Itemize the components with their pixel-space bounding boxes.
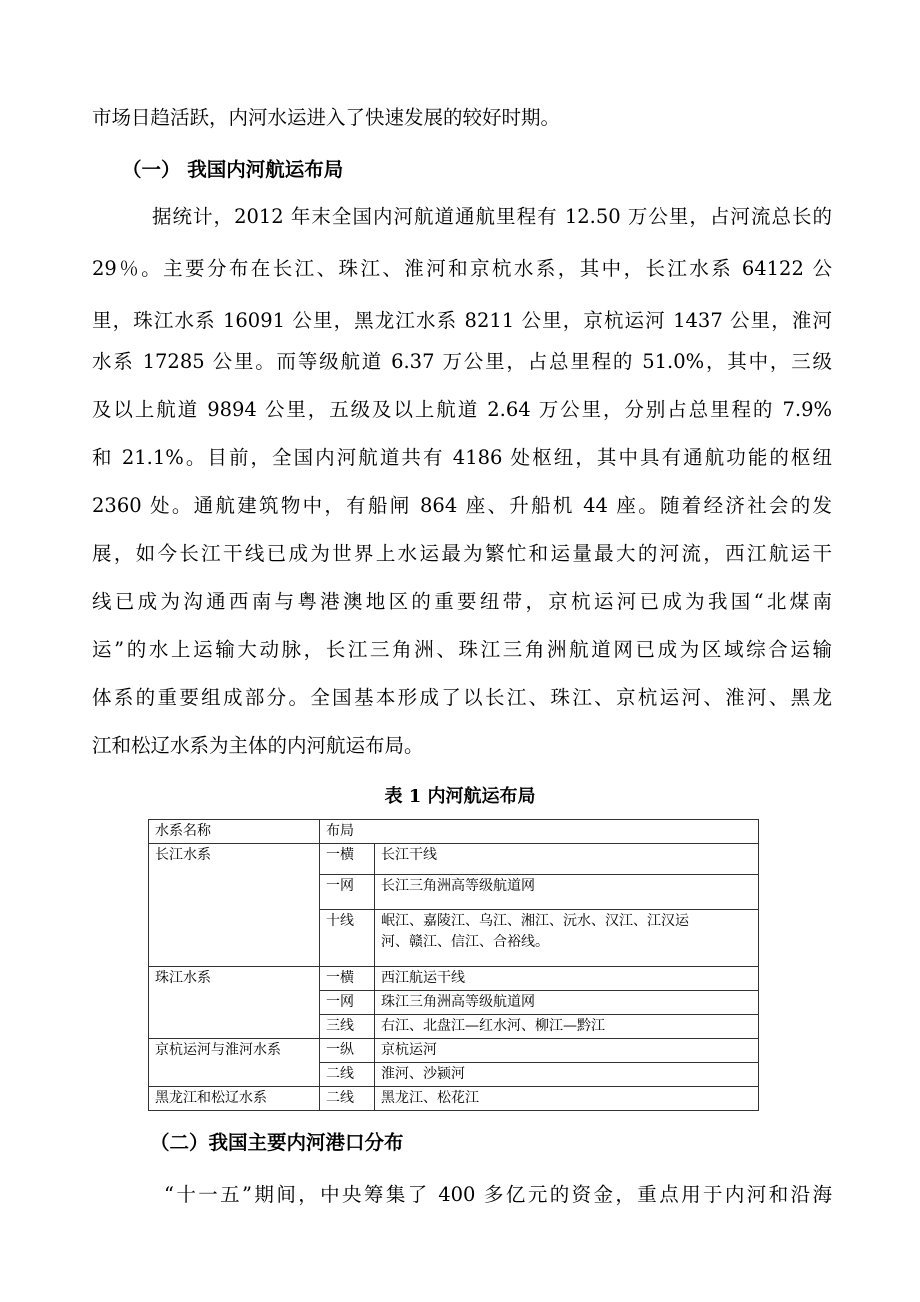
paragraph-line: 据统计，2012 年末全国内河航道通航里程有 12.50 万公里，占河流总长的: [152, 205, 832, 228]
layout-type-cell: 一纵: [320, 1039, 375, 1063]
layout-detail-cell: [375, 910, 759, 967]
system-name-cell: 长江水系: [149, 844, 320, 875]
layout-detail-cell: 长江三角洲高等级航道网: [375, 875, 759, 910]
table-header-cell: 布局: [320, 820, 759, 844]
table-row: [149, 910, 759, 967]
system-name-cell-empty: [149, 1063, 320, 1087]
detail-line: 岷江、嘉陵江、乌江、湘江、沅水、汉江、江汉运: [381, 913, 689, 929]
layout-type-cell: 一横: [320, 844, 375, 875]
layout-detail-cell: 右江、北盘江—红水河、柳江—黔江: [375, 1015, 759, 1039]
paragraph-line: 2360 处。通航建筑物中，有船闸 864 座、升船机 44 座。随着经济社会的发: [92, 494, 832, 517]
paragraph-line: 线已成为沟通西南与粤港澳地区的重要纽带，京杭运河已成为我国“北煤南: [92, 590, 832, 613]
paragraph-line: “十一五”期间，中央筹集了 400 多亿元的资金，重点用于内河和沿海: [164, 1183, 832, 1206]
layout-detail-cell: 长江干线: [375, 844, 759, 875]
system-name-cell-empty: [149, 875, 320, 910]
layout-detail-cell: 珠江三角洲高等级航道网: [375, 991, 759, 1015]
paragraph-line: 和 21.1%。目前，全国内河航道共有 4186 处枢纽，其中具有通航功能的枢纽: [92, 446, 832, 469]
table-caption: 表 1 内河航运布局: [384, 786, 536, 807]
paragraph-line: 展，如今长江干线已成为世界上水运最为繁忙和运量最大的河流，西江航运干: [92, 542, 832, 565]
paragraph-line: 江和松辽水系为主体的内河航运布局。: [92, 734, 424, 757]
paragraph-line: 市场日趋活跃，内河水运进入了快速发展的较好时期。: [92, 106, 561, 129]
table-row: [149, 991, 759, 1015]
system-name-cell: 珠江水系: [149, 967, 320, 991]
table-row: [149, 1039, 759, 1063]
layout-detail-cell: 淮河、沙颍河: [375, 1063, 759, 1087]
table-row: [149, 1015, 759, 1039]
section-heading-1: （一） 我国内河航运布局: [122, 158, 344, 181]
paragraph-line: 里，珠江水系 16091 公里，黑龙江水系 8211 公里，京杭运河 1437 公里，淮河: [92, 309, 832, 332]
paragraph-line: 水系 17285 公里。而等级航道 6.37 万公里，占总里程的 51.0%，其中，三级: [92, 350, 832, 373]
paragraph-line: 运”的水上运输大动脉，长江三角洲、珠江三角洲航道网已成为区域综合运输: [92, 638, 832, 661]
system-name-cell: 黑龙江和松辽水系: [149, 1087, 320, 1111]
table-header-cell: 水系名称: [149, 820, 320, 844]
layout-type-cell: 十线: [320, 910, 375, 967]
section-heading-2: （二）我国主要内河港口分布: [150, 1131, 404, 1154]
layout-type-cell: 三线: [320, 1015, 375, 1039]
layout-detail-cell: 西江航运干线: [375, 967, 759, 991]
table-header-row: [149, 820, 759, 844]
detail-line: 河、赣江、信江、合裕线。: [381, 934, 549, 950]
layout-type-cell: 一横: [320, 967, 375, 991]
system-name-cell-empty: [149, 1015, 320, 1039]
layout-type-cell: 二线: [320, 1087, 375, 1111]
table-row: [149, 875, 759, 910]
layout-type-cell: 一网: [320, 875, 375, 910]
layout-type-cell: 一网: [320, 991, 375, 1015]
paragraph-line: 体系的重要组成部分。全国基本形成了以长江、珠江、京杭运河、淮河、黑龙: [92, 686, 832, 709]
table-row: [149, 967, 759, 991]
waterway-layout-table: [148, 819, 759, 1111]
system-name-cell-empty: [149, 910, 320, 967]
system-name-cell: 京杭运河与淮河水系: [149, 1039, 320, 1063]
paragraph-line: 29％。主要分布在长江、珠江、淮河和京杭水系，其中，长江水系 64122 公: [92, 257, 832, 280]
layout-type-cell: 二线: [320, 1063, 375, 1087]
system-name-cell-empty: [149, 991, 320, 1015]
table-row: [149, 1087, 759, 1111]
paragraph-line: 及以上航道 9894 公里，五级及以上航道 2.64 万公里，分别占总里程的 7.9%: [92, 398, 832, 421]
table-row: [149, 844, 759, 875]
layout-detail-cell: 黑龙江、松花江: [375, 1087, 759, 1111]
layout-detail-cell: 京杭运河: [375, 1039, 759, 1063]
table-row: [149, 1063, 759, 1087]
